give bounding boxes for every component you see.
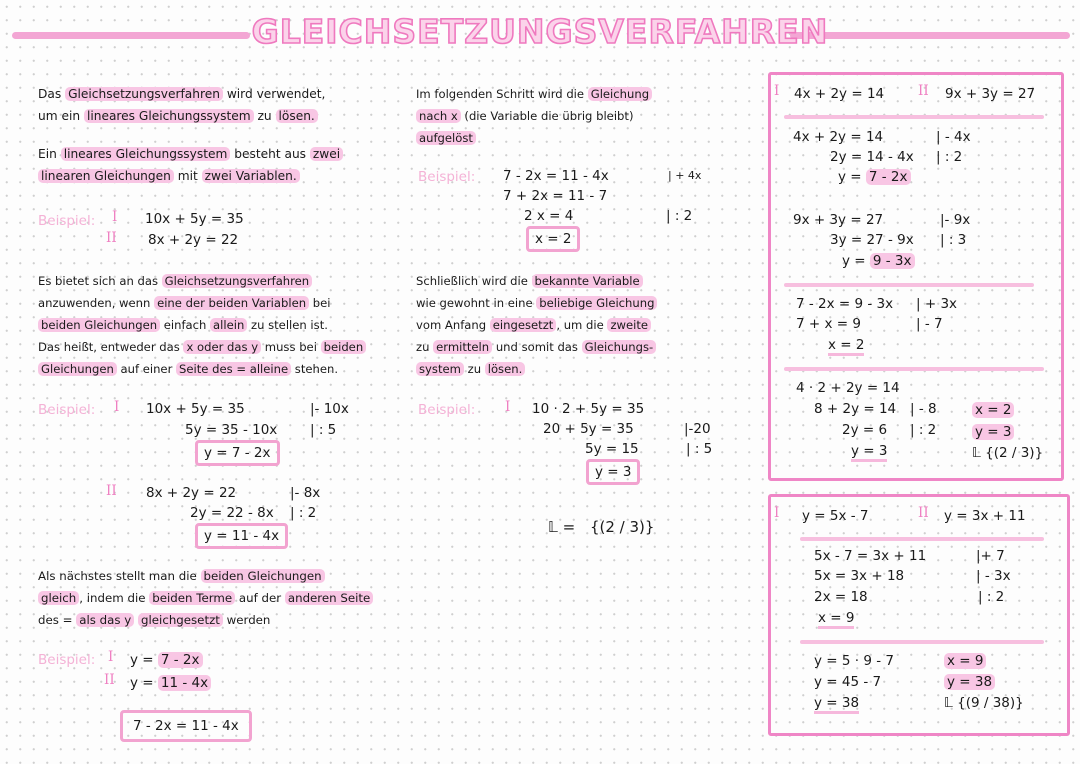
highlighted-term: nach x — [416, 109, 461, 123]
roman-one: I — [774, 505, 780, 521]
operation: | : 5 — [686, 441, 713, 457]
result-x-value: x = 2 — [828, 337, 864, 356]
text-segment: Als nächstes stellt man die — [38, 569, 201, 583]
separator — [784, 283, 1034, 287]
text-segment: zu — [253, 109, 276, 123]
text-line — [38, 165, 343, 187]
page-title: GLEICHSETZUNGSVERFAHREN — [251, 12, 829, 51]
text-segment: auf der — [235, 591, 285, 605]
equation: 5x = 3x + 18 — [814, 568, 905, 584]
solution-set — [548, 518, 654, 536]
operation: |-20 — [684, 421, 711, 437]
text-segment: mit — [173, 169, 202, 183]
text-segment: zu — [463, 362, 485, 376]
eq-right: 7 - 2x — [866, 169, 911, 185]
text-segment: stehen. — [291, 362, 339, 376]
equation: 20 + 5y = 35 — [543, 421, 634, 437]
separator — [800, 537, 1044, 541]
operation: | : 2 — [936, 149, 963, 165]
beispiel-label: Beispiel: — [38, 213, 96, 229]
result-x — [828, 336, 864, 354]
highlighted-term: lineares Gleichungssystem — [61, 147, 231, 161]
equation: 7 + x = 9 — [796, 316, 861, 332]
highlighted-term: Gleichsetzungsverfahren — [162, 274, 312, 288]
text-line — [416, 336, 657, 358]
equation: y = 5x - 7 — [802, 508, 869, 524]
equation — [851, 442, 887, 460]
text-line — [38, 358, 366, 380]
highlighted-term: beliebige Gleichung — [536, 296, 657, 310]
equation: 3y = 27 - 9x — [830, 232, 914, 248]
equation: 8 + 2y = 14 — [814, 401, 897, 417]
text-line — [38, 292, 366, 314]
result-box — [586, 459, 640, 485]
col2-paragraph-1 — [416, 83, 652, 149]
text-line — [38, 609, 373, 631]
text-segment: , indem die — [79, 591, 150, 605]
text-segment: Im folgenden Schritt wird die — [416, 87, 588, 101]
operation: | - 4x — [936, 129, 971, 145]
equation: 4x + 2y = 14 — [794, 86, 885, 102]
highlighted-term: beiden Terme — [149, 591, 235, 605]
text-line — [38, 587, 373, 609]
highlighted-term: Gleichung — [588, 87, 652, 101]
equation — [842, 252, 915, 270]
highlighted-term: bekannte Variable — [532, 274, 643, 288]
text-segment: Schließlich wird die — [416, 274, 532, 288]
text-line — [416, 83, 652, 105]
separator — [800, 640, 1044, 644]
text-line — [38, 336, 366, 358]
text-segment: muss bei — [261, 340, 321, 354]
result-box — [195, 523, 288, 549]
text-segment: auf einer — [116, 362, 177, 376]
title-bar — [0, 12, 1080, 58]
equation: 8x + 2y = 22 — [146, 485, 237, 501]
text-segment: wie gewohnt in eine — [416, 296, 537, 310]
roman-two: II — [918, 83, 929, 99]
text-segment: Das heißt, entweder das — [38, 340, 184, 354]
equation — [814, 694, 859, 712]
roman-two: II — [104, 672, 115, 688]
equation — [130, 674, 211, 692]
result-box — [120, 710, 252, 742]
highlighted-term: Seite des = alleine — [176, 362, 291, 376]
highlighted-term: allein — [210, 318, 247, 332]
roman-one: I — [114, 399, 120, 415]
text-line — [416, 127, 652, 149]
operation: |- 10x — [310, 401, 349, 417]
equation: 9x + 3y = 27 — [945, 86, 1036, 102]
equation: 9x + 3y = 27 — [793, 212, 884, 228]
result-x: x = 2 — [526, 226, 580, 252]
highlighted-term: anderen Seite — [285, 591, 373, 605]
solution-value: {(2 / 3)} — [589, 518, 655, 536]
highlighted-term: lösen. — [485, 362, 526, 376]
equation: 2y = 14 - 4x — [830, 149, 914, 165]
operation: | + 3x — [916, 296, 958, 312]
highlighted-term: beiden Gleichungen — [201, 569, 325, 583]
text-line — [38, 105, 325, 127]
text-line — [416, 292, 657, 314]
operation: | : 2 — [290, 505, 317, 521]
equation: y = 5 · 9 - 7 — [814, 653, 894, 669]
text-segment: bei — [309, 296, 331, 310]
result-equation: 7 - 2x = 11 - 4x — [120, 710, 252, 742]
solution-symbol: 𝕃 = — [548, 518, 576, 536]
text-line — [416, 105, 652, 127]
operation: | + 4x — [668, 169, 702, 182]
roman-two: II — [106, 483, 117, 499]
highlighted-term: gleichgesetzt — [138, 613, 223, 627]
text-segment: wird verwendet, — [222, 87, 326, 101]
operation: | : 2 — [910, 422, 937, 438]
highlighted-term: ermitteln — [433, 340, 492, 354]
highlighted-term: Gleichungen — [38, 362, 117, 376]
operation: | : 2 — [978, 589, 1005, 605]
operation: |- 9x — [940, 212, 971, 228]
answer-x-value: x = 2 — [972, 402, 1014, 418]
highlighted-term: lösen. — [276, 109, 318, 123]
operation: |- 8x — [290, 485, 321, 501]
answer-y — [944, 673, 995, 691]
highlighted-term: x oder das y — [183, 340, 261, 354]
eq-right: 11 - 4x — [158, 675, 211, 691]
text-line — [416, 270, 657, 292]
operation: | - 3x — [976, 568, 1011, 584]
result-y-value: y = 38 — [814, 695, 859, 714]
result-y: y = 3 — [586, 459, 640, 485]
equation: 2y = 22 - 8x — [190, 505, 274, 521]
text-segment: werden — [222, 613, 271, 627]
equation: 7 - 2x = 11 - 4x — [503, 168, 609, 184]
equation: 5y = 35 - 10x — [185, 422, 278, 438]
operation: | : 5 — [310, 422, 337, 438]
roman-two: II — [106, 230, 117, 246]
equation: 4 · 2 + 2y = 14 — [796, 380, 900, 396]
col1-paragraph-3 — [38, 565, 373, 631]
beispiel-label: Beispiel: — [418, 169, 476, 185]
equation — [130, 651, 203, 669]
highlighted-term: als das y — [76, 613, 134, 627]
equation: 5x - 7 = 3x + 11 — [814, 548, 927, 564]
text-segment: besteht aus — [230, 147, 310, 161]
beispiel-label: Beispiel: — [38, 652, 96, 668]
separator — [784, 115, 1044, 119]
result-y: y = 11 - 4x — [195, 523, 288, 549]
result-box — [195, 440, 280, 466]
text-segment: zu stellen ist. — [247, 318, 328, 332]
equation: 10x + 5y = 35 — [145, 211, 244, 227]
equation: 8x + 2y = 22 — [148, 232, 239, 248]
eq-left: y = — [130, 652, 158, 668]
result-y-value: y = 3 — [851, 443, 887, 462]
col1-intro — [38, 83, 325, 127]
operation: | - 8 — [910, 401, 937, 417]
text-line — [38, 143, 343, 165]
highlighted-term: gleich — [38, 591, 79, 605]
text-segment: des = — [38, 613, 77, 627]
text-line — [38, 565, 373, 587]
operation: | : 3 — [940, 232, 967, 248]
text-line — [416, 314, 657, 336]
text-line — [38, 270, 366, 292]
roman-one: I — [112, 209, 118, 225]
beispiel-label: Beispiel: — [418, 402, 476, 418]
roman-two: II — [918, 505, 929, 521]
result-x-value: x = 9 — [818, 610, 854, 629]
text-segment: zu — [416, 340, 434, 354]
highlighted-term: zwei — [310, 147, 343, 161]
roman-one: I — [108, 649, 114, 665]
separator — [784, 367, 1044, 371]
text-segment: , um die — [556, 318, 608, 332]
beispiel-label: Beispiel: — [38, 402, 96, 418]
text-segment: um ein — [38, 109, 84, 123]
highlighted-term: Gleichsetzungsverfahren — [65, 87, 223, 101]
operation: | : 2 — [666, 208, 693, 224]
highlighted-term: zwei Variablen. — [202, 169, 300, 183]
text-segment: vom Anfang — [416, 318, 490, 332]
eq-left: y = — [842, 253, 870, 269]
result-x — [818, 609, 854, 627]
answer-y-value: y = 3 — [972, 424, 1014, 440]
roman-one: I — [774, 83, 780, 99]
answer-x — [944, 652, 986, 670]
text-segment: einfach — [160, 318, 211, 332]
highlighted-term: eingesetzt — [490, 318, 557, 332]
text-segment: (die Variable die übrig bleibt) — [460, 109, 634, 123]
text-line — [416, 358, 657, 380]
equation: y = 3x + 11 — [944, 508, 1026, 524]
equation: 2y = 6 — [842, 422, 888, 438]
highlighted-term: lineares Gleichungssystem — [84, 109, 254, 123]
equation: 2 x = 4 — [524, 208, 574, 224]
result-y: y = 7 - 2x — [195, 440, 280, 466]
eq-right: 9 - 3x — [870, 253, 915, 269]
equation: 2x = 18 — [814, 589, 868, 605]
answer-y — [972, 423, 1014, 441]
solution-set: 𝕃 {(2 / 3)} — [972, 445, 1044, 461]
operation: |+ 7 — [976, 548, 1005, 564]
equation: y = 45 - 7 — [814, 674, 882, 690]
answer-x — [972, 401, 1014, 419]
highlighted-term: beiden — [321, 340, 367, 354]
highlighted-term: linearen Gleichungen — [38, 169, 174, 183]
col2-paragraph-2 — [416, 270, 657, 380]
text-segment: Es bietet sich an das — [38, 274, 162, 288]
roman-one: I — [505, 399, 511, 415]
operation: | - 7 — [916, 316, 943, 332]
eq-left: y = — [838, 169, 866, 185]
text-segment: Das — [38, 87, 66, 101]
equation: 5y = 15 — [585, 441, 639, 457]
highlighted-term: eine der beiden Variablen — [154, 296, 309, 310]
text-segment: Ein — [38, 147, 61, 161]
highlighted-term: Gleichungs- — [582, 340, 657, 354]
result-box — [526, 226, 580, 252]
equation: 10x + 5y = 35 — [146, 401, 245, 417]
eq-right: 7 - 2x — [158, 652, 203, 668]
answer-y-value: y = 38 — [944, 674, 995, 690]
highlighted-term: aufgelöst — [416, 131, 476, 145]
col1-paragraph-2 — [38, 270, 366, 380]
highlighted-term: zweite — [607, 318, 651, 332]
equation: 10 · 2 + 5y = 35 — [532, 401, 645, 417]
text-segment: und somit das — [492, 340, 582, 354]
solution-set: 𝕃 {(9 / 38)} — [944, 695, 1024, 711]
col1-definition — [38, 143, 343, 187]
equation: 4x + 2y = 14 — [793, 129, 884, 145]
highlighted-term: beiden Gleichungen — [38, 318, 160, 332]
equation: 7 + 2x = 11 - 7 — [503, 188, 608, 204]
text-line — [38, 83, 325, 105]
equation — [838, 168, 911, 186]
answer-x-value: x = 9 — [944, 653, 986, 669]
highlighted-term: system — [416, 362, 464, 376]
eq-left: y = — [130, 675, 158, 691]
text-line — [38, 314, 366, 336]
equation: 7 - 2x = 9 - 3x — [796, 296, 894, 312]
text-segment: anzuwenden, wenn — [38, 296, 155, 310]
